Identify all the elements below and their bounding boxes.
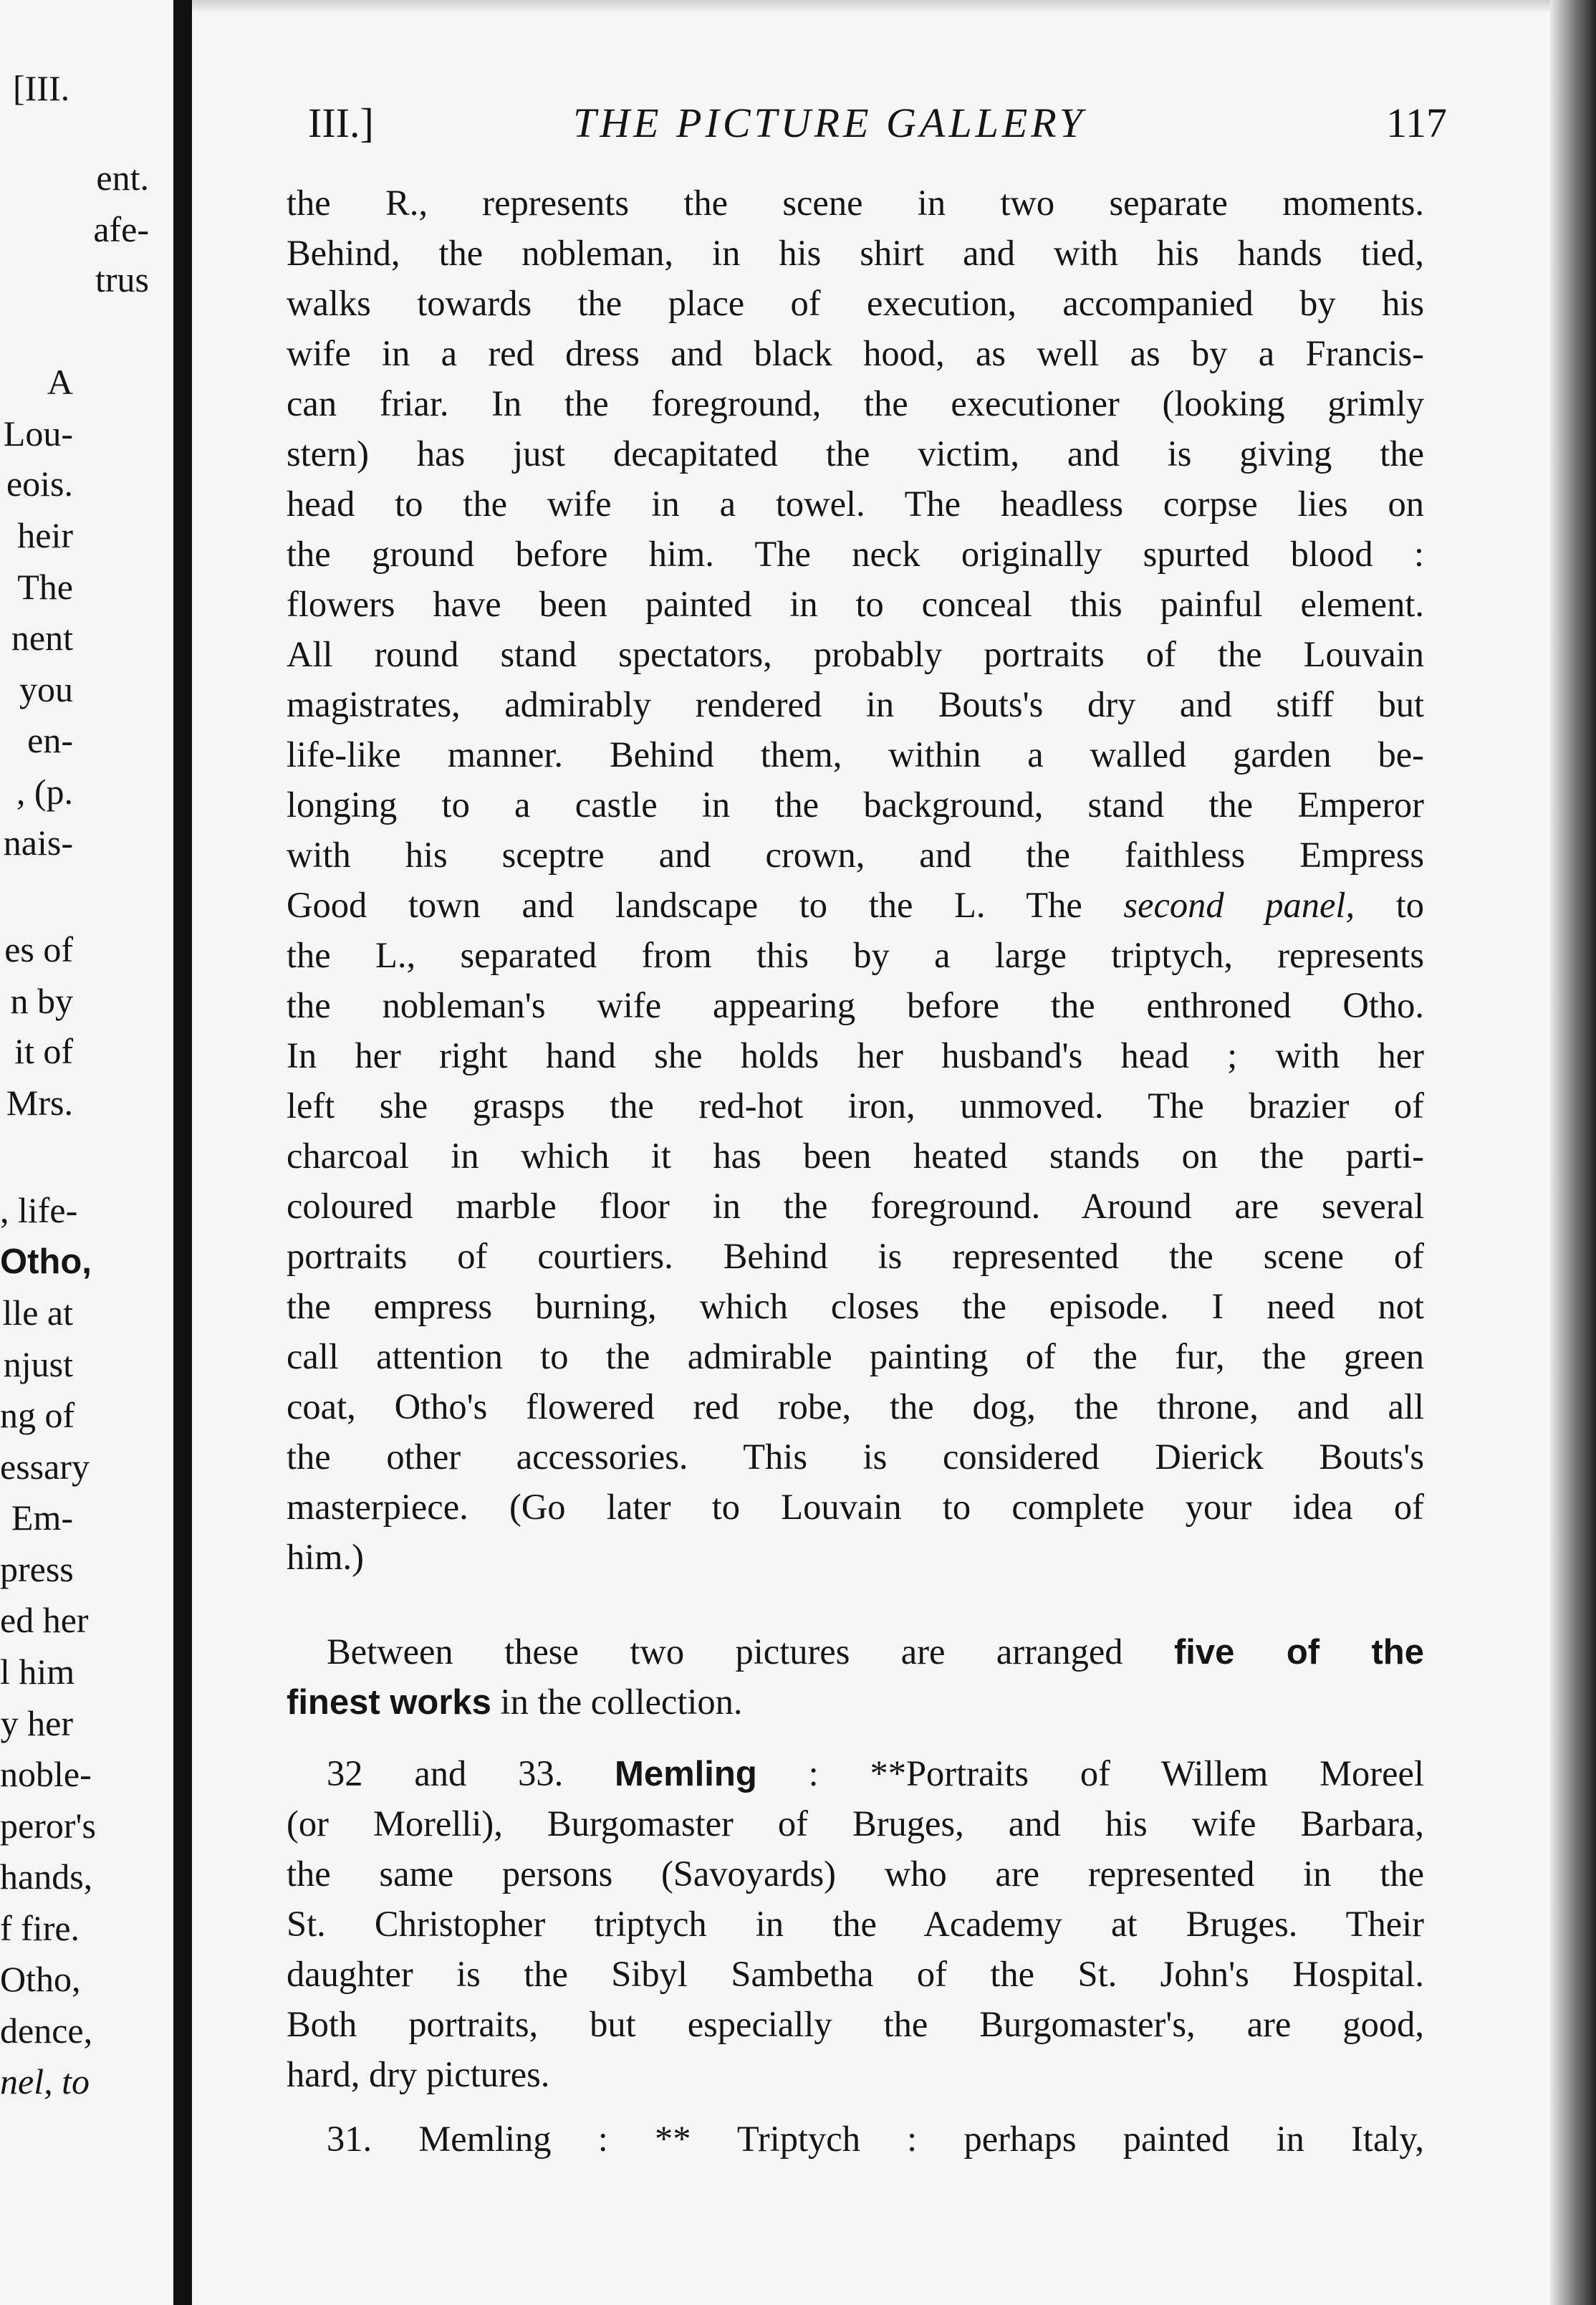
left-page-line: es of — [4, 929, 73, 969]
text-line: 31. Memling : ** Triptych : perhaps painted in Italy, — [327, 2119, 1424, 2159]
text-line: him.) — [287, 1537, 365, 1577]
left-page-line: it of — [14, 1031, 73, 1071]
left-page-line: noble- — [0, 1754, 92, 1794]
text-line: hard, dry pictures. — [287, 2054, 550, 2094]
emphasis-finest-works: finest works — [287, 1683, 491, 1722]
left-page-line: ent. — [96, 158, 149, 198]
left-page-running-head: [III. — [13, 68, 70, 108]
text-line: (or Morelli), Burgomaster of Bruges, and his wife Barbara, — [287, 1803, 1424, 1844]
text-line: charcoal in which it has been heated stands on the parti- — [287, 1136, 1424, 1176]
text-line: coat, Otho's flowered red robe, the dog, the throne, and all — [287, 1386, 1424, 1427]
text-line: In her right hand she holds her husband's head ; with her — [287, 1035, 1424, 1075]
text-line: Behind, the nobleman, in his shirt and with his hands tied, — [287, 233, 1424, 273]
left-facing-page — [0, 0, 173, 2305]
left-page-line: eois. — [6, 464, 73, 504]
text-line — [287, 1748, 1424, 1798]
left-page-line: y her — [0, 1703, 73, 1743]
chapter-number: III.] — [308, 100, 374, 146]
left-page-line: ed her — [0, 1600, 89, 1640]
left-page-line: lle at — [2, 1293, 73, 1333]
text-line: the R., represents the scene in two separate moments. — [287, 183, 1424, 223]
left-page-line: njust — [3, 1344, 73, 1384]
text-segment: Between these two pictures are arranged — [327, 1631, 1174, 1672]
text-line: flowers have been painted in to conceal this painful element. — [287, 584, 1424, 624]
emphasis-five-of-the: five of the — [1173, 1633, 1424, 1672]
text-line: magistrates, admirably rendered in Bouts's dry and stiff but — [287, 684, 1424, 724]
page-number: 117 — [1386, 100, 1447, 146]
left-page-line: Em- — [11, 1497, 73, 1538]
left-page-line: afe- — [93, 209, 149, 249]
text-line: longing to a castle in the background, stand the Emperor — [287, 785, 1424, 825]
left-page-line: Otho, — [0, 1959, 81, 1999]
left-page-line: you — [19, 669, 73, 709]
text-segment: Good town and landscape to the L. The — [287, 885, 1124, 925]
left-page-line: Lou- — [3, 413, 73, 454]
text-line: stern) has just decapitated the victim, and is giving the — [287, 433, 1424, 474]
book-gutter — [173, 0, 192, 2305]
emphasis-second-panel: second panel, — [1123, 885, 1355, 925]
left-page-line: dence, — [0, 2011, 93, 2051]
left-page-line: Otho, — [0, 1242, 92, 1281]
text-line: life-like manner. Behind them, within a walled garden be- — [287, 734, 1424, 775]
text-line: Both portraits, but especially the Burgomaster's, are good, — [287, 2004, 1424, 2044]
left-page-line: heir — [17, 515, 73, 555]
text-line: the L., separated from this by a large triptych, represents — [287, 935, 1424, 975]
left-page-line: hands, — [0, 1856, 93, 1897]
left-page-line: peror's — [0, 1806, 96, 1846]
text-line: wife in a red dress and black hood, as well as by a Francis- — [287, 333, 1424, 373]
running-head — [308, 92, 1447, 155]
page-title: THE PICTURE GALLERY — [573, 100, 1086, 146]
left-page-line: essary — [0, 1447, 90, 1487]
text-line: head to the wife in a towel. The headless corpse lies on — [287, 484, 1424, 524]
page-top-shadow — [192, 0, 1596, 13]
text-line: the empress burning, which closes the episode. I need not — [287, 1286, 1424, 1326]
text-segment: to — [1355, 885, 1424, 925]
text-line: can friar. In the foreground, the executioner (looking grimly — [287, 383, 1424, 423]
text-line: daughter is the Sibyl Sambetha of the St. John's Hospital. — [287, 1954, 1424, 1994]
emphasis-memling: Memling — [615, 1755, 757, 1793]
page-edge-shadow — [1550, 0, 1596, 2305]
text-line: call attention to the admirable painting of the fur, the green — [287, 1336, 1424, 1376]
left-page-line: nent — [11, 618, 73, 658]
left-page-line: ng of — [0, 1395, 75, 1435]
text-line: the same persons (Savoyards) who are represented in the — [287, 1854, 1424, 1894]
left-page-line: The — [17, 567, 73, 607]
left-page-line: Mrs. — [6, 1083, 73, 1123]
left-page-line: f fire. — [0, 1908, 80, 1948]
text-line: St. Christopher triptych in the Academy at Bruges. Their — [287, 1904, 1424, 1944]
text-line: with his sceptre and crown, and the faithless Empress — [287, 835, 1424, 875]
text-line: the nobleman's wife appearing before the enthroned Otho. — [287, 985, 1424, 1025]
text-line — [287, 1626, 1424, 1677]
text-segment: in the collection. — [491, 1682, 743, 1722]
left-page-line: nais- — [3, 823, 73, 863]
text-line: left she grasps the red-hot iron, unmoved. The brazier of — [287, 1086, 1424, 1126]
left-page-line: A — [47, 362, 73, 402]
text-line: portraits of courtiers. Behind is represented the scene of — [287, 1236, 1424, 1276]
left-page-line: en- — [27, 720, 73, 760]
left-page-line: nel, to — [0, 2061, 90, 2102]
text-segment: : **Portraits of Willem Moreel — [756, 1753, 1424, 1793]
left-page-line: trus — [95, 259, 149, 299]
text-line: the ground before him. The neck originally spurted blood : — [287, 534, 1424, 574]
left-page-line: , (p. — [16, 772, 73, 812]
text-line — [287, 880, 1424, 930]
text-segment: 32 and 33. — [327, 1753, 615, 1793]
left-page-line: l him — [0, 1652, 75, 1692]
text-line: the other accessories. This is considered Dierick Bouts's — [287, 1437, 1424, 1477]
text-line — [287, 1677, 1424, 1727]
text-line: walks towards the place of execution, accompanied by his — [287, 283, 1424, 323]
text-line: masterpiece. (Go later to Louvain to complete your idea of — [287, 1487, 1424, 1527]
left-page-line: press — [0, 1549, 74, 1589]
left-page-line: n by — [10, 981, 73, 1021]
left-page-line: , life- — [0, 1190, 78, 1230]
text-line: All round stand spectators, probably portraits of the Louvain — [287, 634, 1424, 674]
text-line: coloured marble floor in the foreground. Around are several — [287, 1186, 1424, 1226]
